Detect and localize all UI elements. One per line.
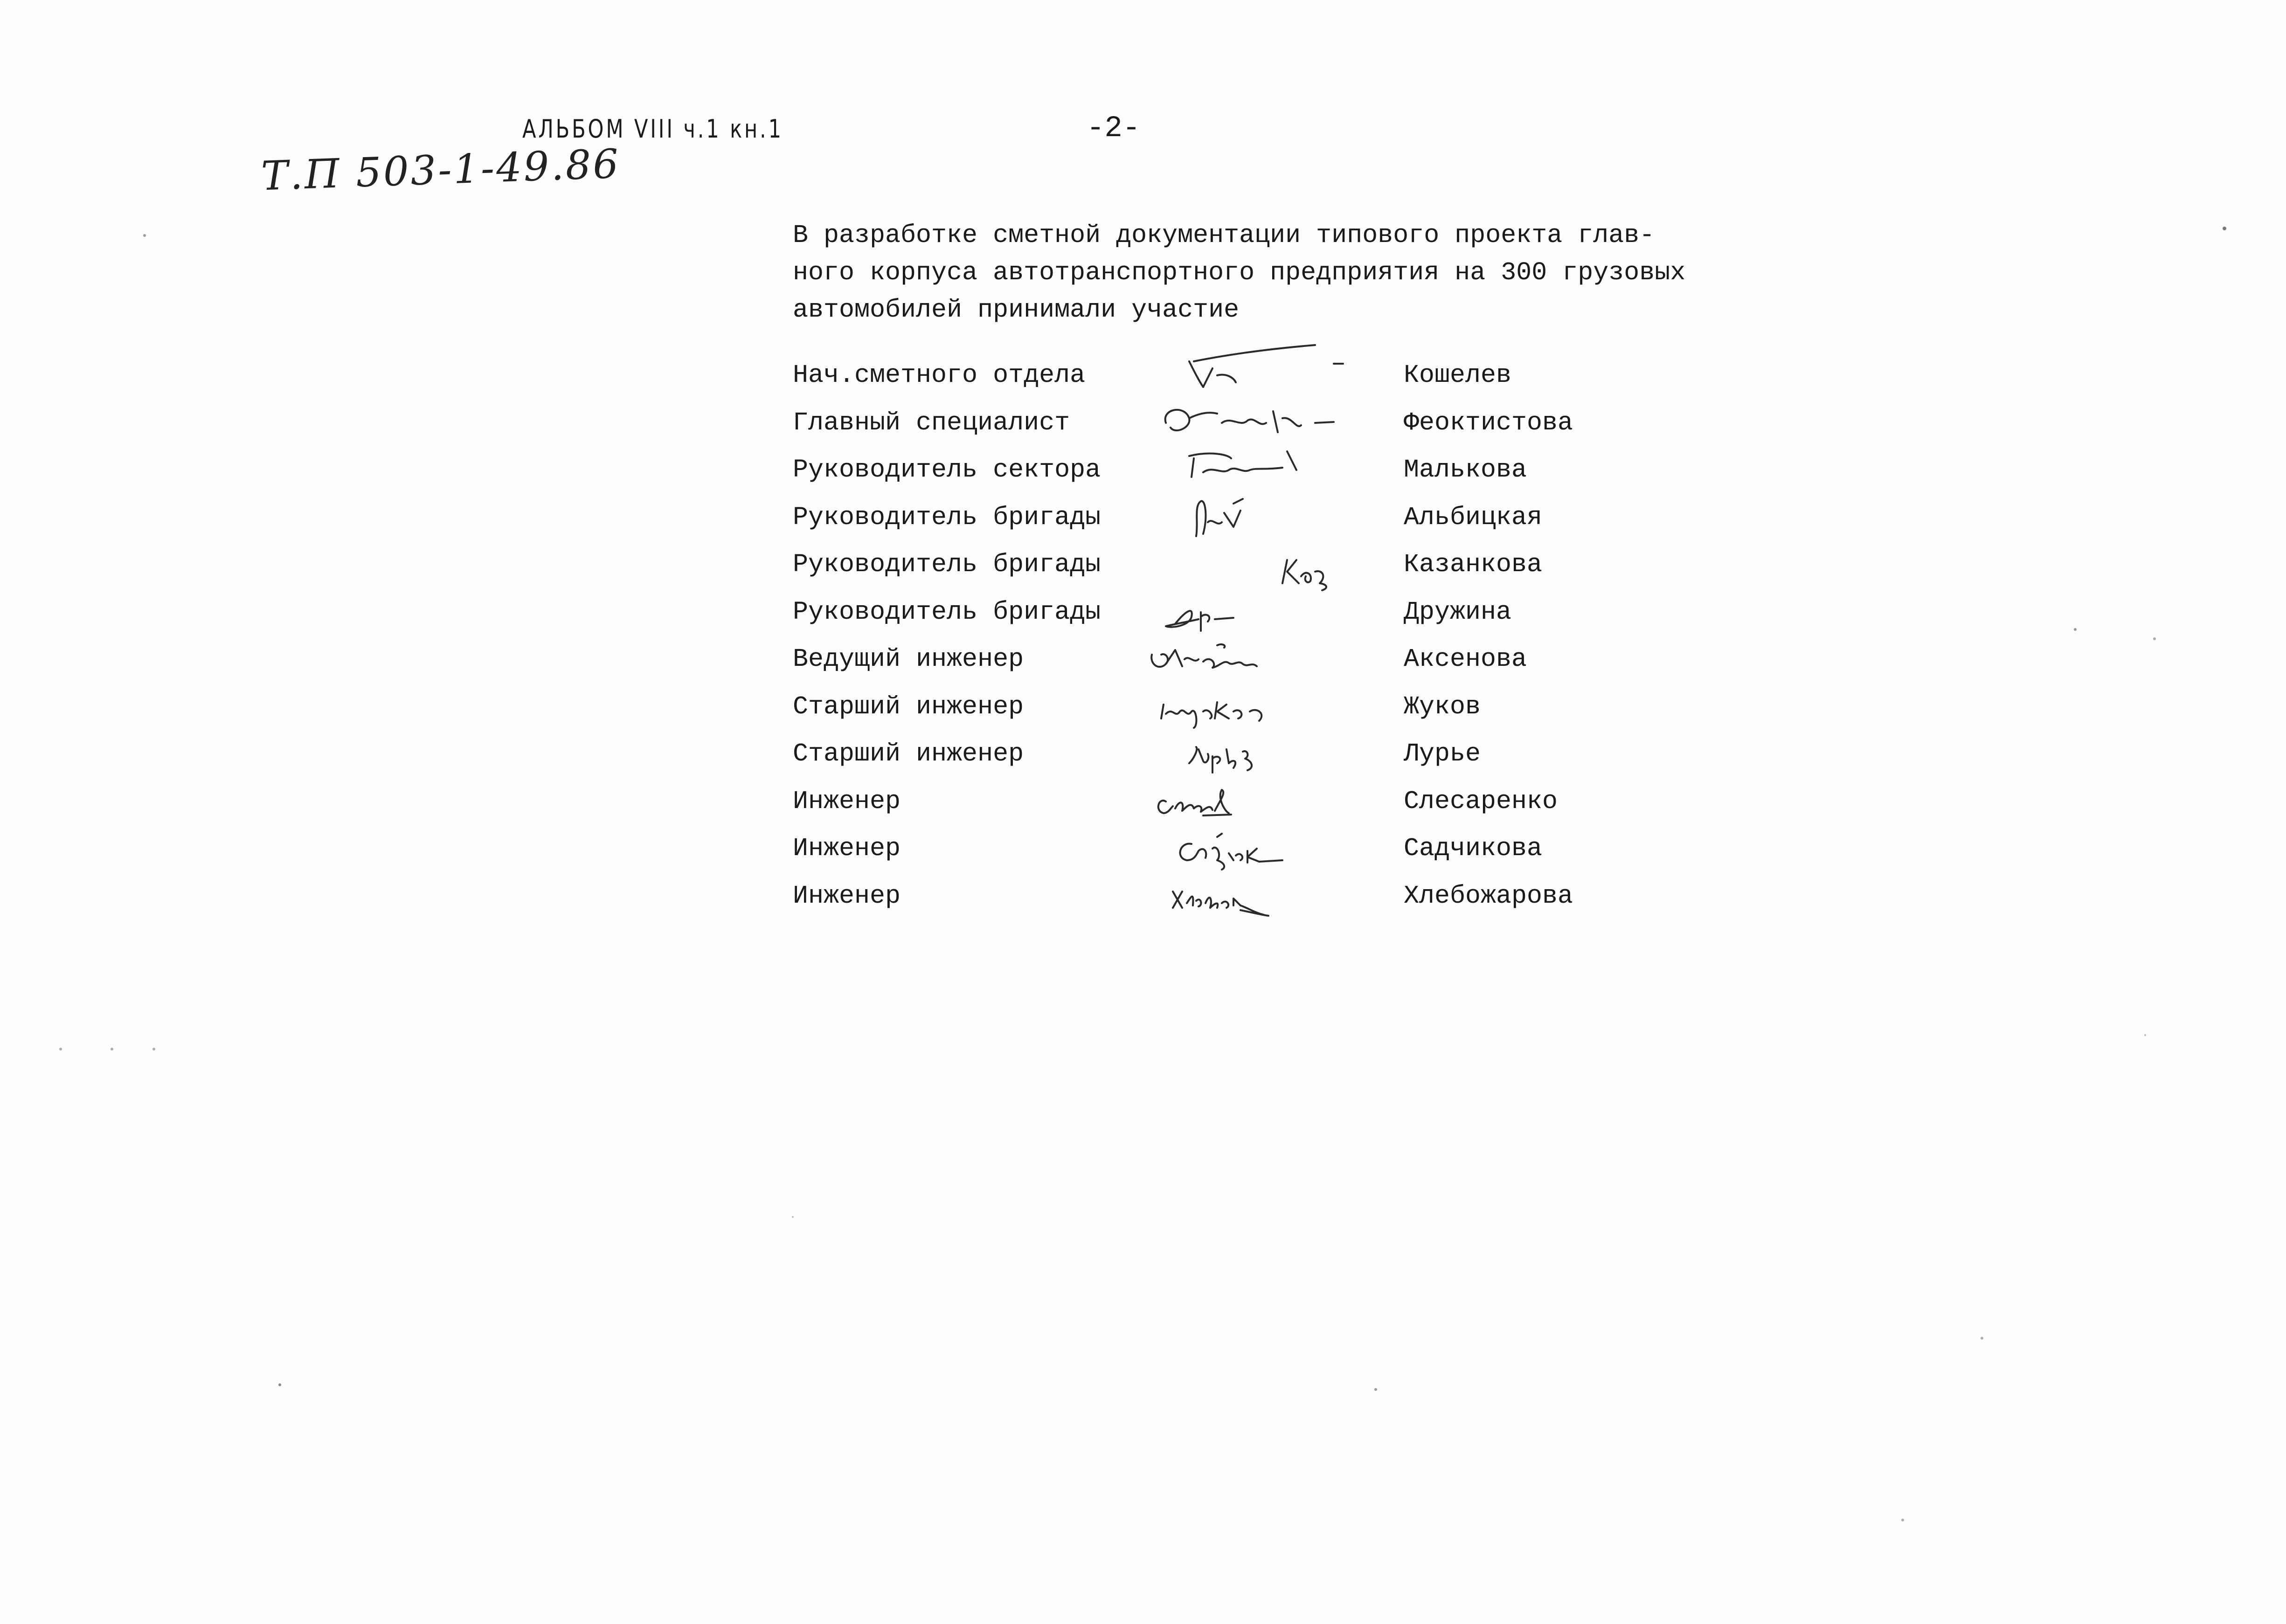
staff-position: Руководитель бригады — [793, 502, 1101, 532]
staff-name: Дружина — [1404, 597, 1512, 627]
staff-position: Старший инженер — [793, 691, 1024, 721]
staff-position: Инженер — [793, 881, 901, 911]
staff-position: Главный специалист — [793, 408, 1070, 437]
staff-name: Садчикова — [1404, 834, 1543, 863]
staff-name: Альбицкая — [1404, 502, 1543, 532]
staff-name: Кошелев — [1404, 360, 1512, 390]
staff-name: Казанкова — [1404, 550, 1543, 579]
staff-name: Жуков — [1404, 691, 1481, 721]
staff-position: Ведущий инженер — [793, 644, 1024, 674]
handwritten-project-code: Т.П 503-1-49.86 — [260, 140, 621, 200]
staff-position: Нач.сметного отдела — [793, 360, 1086, 390]
staff-position: Инженер — [793, 834, 901, 863]
album-label: АЛЬБОМ VIII ч.1 кн.1 — [522, 114, 783, 144]
staff-name: Малькова — [1404, 455, 1527, 484]
intro-paragraph: В разработке сметной документации типового проекта глав- ного корпуса автотранспортного предприятия на 300 грузовых автомобилей принимали участие — [793, 221, 1686, 325]
staff-name: Хлебожарова — [1404, 881, 1573, 911]
staff-position: Старший инженер — [793, 739, 1024, 768]
staff-position: Инженер — [793, 786, 901, 816]
staff-name: Слесаренко — [1404, 786, 1558, 816]
staff-position: Руководитель сектора — [793, 455, 1101, 484]
staff-position: Руководитель бригады — [793, 597, 1101, 627]
staff-position: Руководитель бригады — [793, 550, 1101, 579]
staff-name: Аксенова — [1404, 644, 1527, 674]
page-number: -2- — [1087, 112, 1141, 145]
staff-name: Феоктистова — [1404, 408, 1573, 437]
staff-name: Лурье — [1404, 739, 1481, 768]
